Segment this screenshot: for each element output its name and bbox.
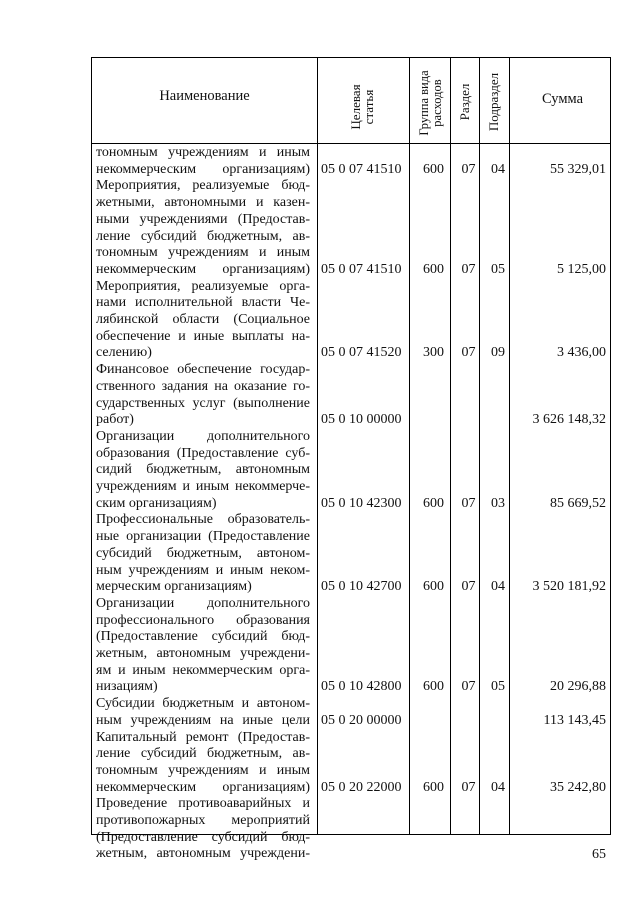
description-line: Мероприятия, реализуемые бюд- [96,178,310,194]
description-line: Мероприятия, реализуемые орга- [96,278,310,294]
sum-cell: 20 296,88 [550,679,606,695]
description-line: ление субсидий бюджетным, ав- [96,746,310,762]
description-line: ским организациям) [96,495,217,511]
section-cell: 07 [461,579,476,595]
description-line: ственного задания на оказание го- [96,378,310,394]
description-line: мерческим организациям) [96,579,252,595]
sum-cell: 113 143,45 [543,712,606,728]
target-article-cell: 05 0 07 41510 [321,161,402,177]
description-line: Организации дополнительного [96,428,310,444]
section-cell: 07 [461,679,476,695]
section-cell: 07 [461,345,476,361]
subsection-cell: 04 [491,779,505,795]
subsection-cell: 05 [491,261,505,277]
description-line: образования (Предоставление суб- [96,445,310,461]
description-line: ям и иным некоммерческим орга- [96,662,310,678]
description-line: учреждениям и иным некоммерче- [96,479,310,494]
description-line: жетным, автономным учреждени- [96,846,310,862]
description-line: жетными, автономными и казен- [96,195,310,211]
description-line: ление субсидий бюджетным, ав- [96,228,310,244]
header-section: Раздел [457,83,472,121]
expense-group-cell: 600 [423,261,444,277]
description-line: Проведение противоаварийных и [96,796,310,812]
description-line: тономным учреждениям и иным [96,762,310,778]
target-article-cell: 05 0 20 22000 [321,779,402,795]
header-subsection: Подраздел [486,72,501,132]
description-line: Финансовое обеспечение государ- [96,362,310,378]
subsection-cell: 04 [491,579,505,595]
description-line: лябинской области (Социальное [96,312,310,327]
page-number: 65 [592,847,606,862]
target-article-cell: 05 0 10 42800 [321,679,402,695]
sum-cell: 3 520 181,92 [532,579,606,595]
section-cell: 07 [461,261,476,277]
column-divider [317,58,318,834]
target-article-cell: 05 0 20 00000 [321,712,402,728]
header-sum: Сумма [541,91,584,107]
sum-cell: 3 436,00 [557,345,606,361]
subsection-cell: 05 [491,679,505,695]
subsection-cell: 04 [491,161,505,177]
description-line: (Предоставление субсидий бюд- [96,629,310,645]
target-article-cell: 05 0 10 42700 [321,579,402,595]
description-line: некоммерческим организациям) [96,779,310,795]
description-line: сударственных услуг (выполнение [96,395,310,411]
description-line: некоммерческим организациям) [96,161,310,177]
description-line: противопожарных мероприятий [96,813,310,828]
description-line: Профессиональные образователь- [96,512,310,528]
description-line: ными учреждениями (Предостав- [96,211,310,227]
description-line: работ) [96,412,134,428]
description-line: субсидий бюджетным, автоном- [96,545,310,561]
sum-cell: 3 626 148,32 [532,412,606,428]
description-line: ным учреждениям на иные цели [96,712,310,728]
sum-cell: 5 125,00 [557,261,606,277]
expense-group-cell: 600 [423,779,444,795]
expense-group-cell: 600 [423,495,444,511]
description-line: профессионального образования [96,612,310,628]
description-line: сидий бюджетным, автономным [96,462,310,478]
expense-group-cell: 600 [423,679,444,695]
description-line: ным учреждениям и иным неком- [96,562,310,578]
expense-group-cell: 600 [423,579,444,595]
description-line: тономным учреждениям и иным [96,245,310,261]
description-line: (Предоставление субсидий бюд- [96,829,310,845]
description-line: Капитальный ремонт (Предостав- [96,729,310,745]
subsection-cell: 03 [491,495,505,511]
description-line: низациям) [96,679,158,695]
header-name: Наименование [159,88,250,104]
header-expense-group: Группа вида расходов [417,70,444,136]
description-line: обеспечение и иные выплаты на- [96,328,310,344]
description-line: некоммерческим организациям) [96,261,310,277]
sum-cell: 55 329,01 [550,161,606,177]
description-line: нами исполнительной власти Че- [96,295,310,311]
description-line: жетным, автономным учреждени- [96,646,310,661]
header-target-article: Целевая статья [348,84,376,130]
description-line: селению) [96,345,152,361]
expense-group-cell: 300 [423,345,444,361]
target-article-cell: 05 0 10 42300 [321,495,402,511]
description-line: Субсидии бюджетным и автоном- [96,696,310,712]
target-article-cell: 05 0 07 41510 [321,261,402,277]
sum-cell: 35 242,80 [550,779,606,795]
section-cell: 07 [461,161,476,177]
target-article-cell: 05 0 10 00000 [321,412,402,428]
description-line: тономным учреждениям и иным [96,145,310,160]
subsection-cell: 09 [491,345,505,361]
expense-group-cell: 600 [423,161,444,177]
section-cell: 07 [461,495,476,511]
description-line: Организации дополнительного [96,595,310,611]
description-line: ные организации (Предоставление [96,529,310,545]
sum-cell: 85 669,52 [550,495,606,511]
section-cell: 07 [461,779,476,795]
target-article-cell: 05 0 07 41520 [321,345,402,361]
